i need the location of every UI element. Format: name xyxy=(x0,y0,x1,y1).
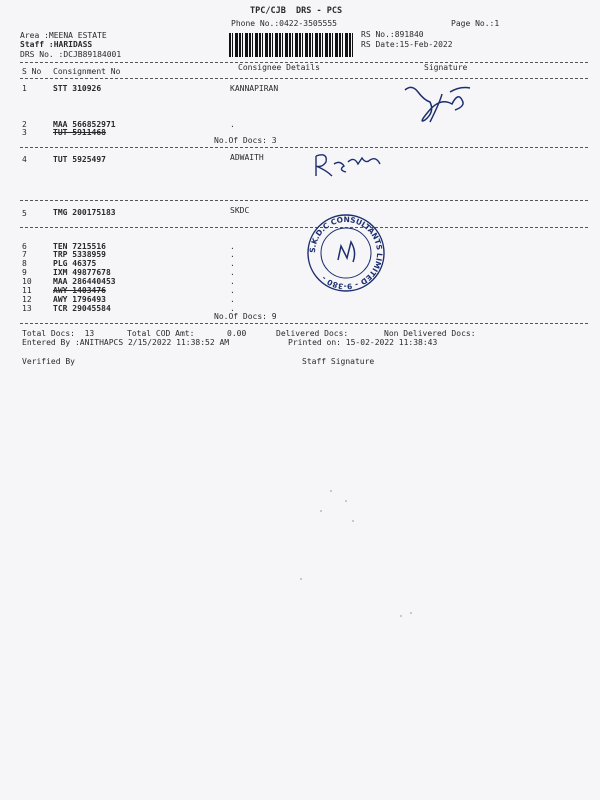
row-sno: 7 xyxy=(22,250,27,259)
divider xyxy=(20,227,588,228)
row-consignment: TMG 200175183 xyxy=(53,208,116,217)
row-consignee: . xyxy=(230,277,235,286)
row-consignment: TCR 29045584 xyxy=(53,304,111,313)
row-consignee: SKDC xyxy=(230,206,250,215)
total-cod-value: 0.00 xyxy=(227,329,247,338)
signature-scribble xyxy=(400,82,475,127)
phone-number: Phone No.:0422-3505555 xyxy=(231,19,337,28)
row-sno: 5 xyxy=(22,209,27,218)
scan-speck xyxy=(400,615,402,617)
scan-speck xyxy=(300,578,302,580)
scan-speck xyxy=(320,510,322,512)
row-sno: 6 xyxy=(22,242,27,251)
row-consignment: MAA 286440453 xyxy=(53,277,116,286)
non-delivered-docs: Non Delivered Docs: xyxy=(384,329,476,338)
company-stamp xyxy=(305,212,387,294)
row-consignee: . xyxy=(230,250,235,259)
row-consignment: TUT 5925497 xyxy=(53,155,106,164)
row-consignment: AWY 1403476 xyxy=(53,286,106,295)
stamp-text: S.K.D.C CONSULTANTS LIMITED - 9-380 - xyxy=(307,214,385,292)
col-signature-header: Signature xyxy=(424,63,468,72)
row-sno: 8 xyxy=(22,259,27,268)
scan-speck xyxy=(345,500,347,502)
row-consignment: TRP 5338959 xyxy=(53,250,106,259)
staff-signature: Staff Signature xyxy=(302,357,375,366)
document-title: TPC/CJB DRS - PCS xyxy=(250,6,343,16)
signature-scribble xyxy=(310,150,390,180)
scan-speck xyxy=(352,520,354,522)
row-consignee: . xyxy=(230,120,235,129)
col-consignee-header: Consignee Details xyxy=(238,63,320,72)
row-consignee: KANNAPIRAN xyxy=(230,84,279,93)
rs-number: RS No.:891840 xyxy=(361,30,424,39)
col-consignment-header: Consignment No xyxy=(53,67,121,76)
row-sno: 12 xyxy=(22,295,32,304)
divider xyxy=(20,147,588,148)
barcode xyxy=(229,33,354,57)
row-consignee: . xyxy=(230,268,235,277)
scan-speck xyxy=(410,612,412,614)
row-sno: 10 xyxy=(22,277,32,286)
row-consignee: ADWAITH xyxy=(230,153,264,162)
row-consignee: . xyxy=(230,295,235,304)
divider xyxy=(20,78,588,79)
row-consignee: . xyxy=(230,286,235,295)
delivered-docs: Delivered Docs: xyxy=(276,329,349,338)
entered-by: Entered By :ANITHAPCS 2/15/2022 11:38:52 AM xyxy=(22,338,230,347)
row-sno: 1 xyxy=(22,84,27,93)
row-consignee: . xyxy=(230,304,235,313)
total-cod-label: Total COD Amt: xyxy=(127,329,195,338)
drs-number: DRS No. :DCJB89184001 xyxy=(20,50,122,59)
row-consignment: TEN 7215516 xyxy=(53,242,106,251)
divider xyxy=(20,200,588,201)
row-consignment: MAA 566852971 xyxy=(53,120,116,129)
col-sno-header: S No xyxy=(22,67,42,76)
row-consignment: TUT 5911468 xyxy=(53,128,106,137)
page-number: Page No.:1 xyxy=(451,19,500,28)
row-sno: 4 xyxy=(22,155,27,164)
rs-date: RS Date:15-Feb-2022 xyxy=(361,40,453,49)
row-sno: 13 xyxy=(22,304,32,313)
row-sno: 3 xyxy=(22,128,27,137)
staff-field: Staff :HARIDASS xyxy=(20,40,93,49)
row-consignment: PLG 46375 xyxy=(53,259,97,268)
row-sno: 9 xyxy=(22,268,27,277)
row-consignment: IXM 49877678 xyxy=(53,268,111,277)
divider xyxy=(20,323,588,324)
row-consignee: . xyxy=(230,259,235,268)
row-consignment: STT 310926 xyxy=(53,84,102,93)
verified-by: Verified By xyxy=(22,357,75,366)
row-sno: 2 xyxy=(22,120,27,129)
row-consignment: AWY 1796493 xyxy=(53,295,106,304)
total-docs: Total Docs: 13 xyxy=(22,329,95,338)
docs-count: No.Of Docs: 3 xyxy=(214,136,277,145)
area-field: Area :MEENA ESTATE xyxy=(20,31,107,40)
docs-count: No.Of Docs: 9 xyxy=(214,312,277,321)
row-consignee: . xyxy=(230,242,235,251)
printed-on: Printed on: 15-02-2022 11:38:43 xyxy=(288,338,438,347)
scan-speck xyxy=(330,490,332,492)
row-sno: 11 xyxy=(22,286,32,295)
